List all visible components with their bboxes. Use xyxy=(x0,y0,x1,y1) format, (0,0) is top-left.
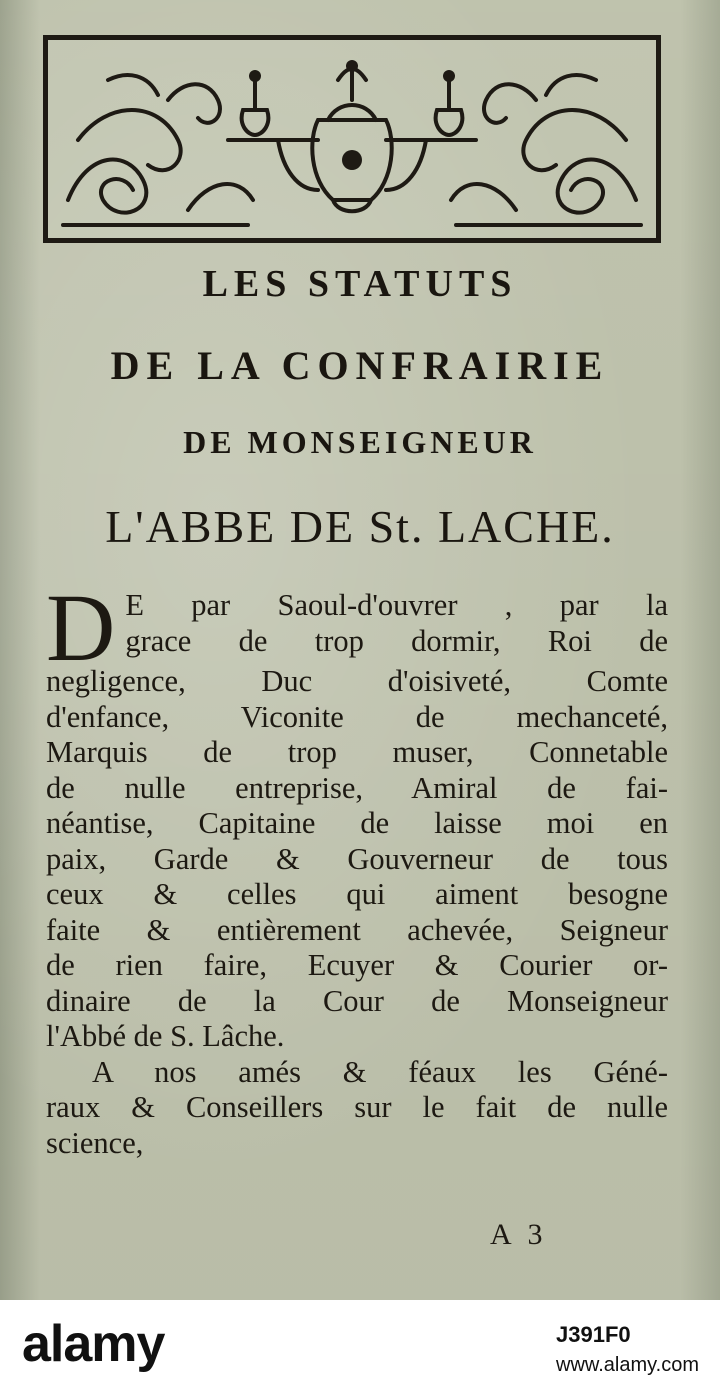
body-text xyxy=(46,574,668,1161)
text-line: dinaire de la Cour de Monseigneur xyxy=(46,983,668,1018)
title-line-2: DE LA CONFRAIRIE xyxy=(110,343,610,388)
text-line: paix, Garde & Gouverneur de tous xyxy=(46,841,668,876)
text-line: science, xyxy=(46,1125,144,1160)
watermark-image-id: J391F0 xyxy=(556,1322,631,1347)
title-line-3: DE MONSEIGNEUR xyxy=(183,424,537,460)
watermark-site: www.alamy.com xyxy=(556,1354,699,1376)
text-line: l'Abbé de S. Lâche. xyxy=(46,1019,285,1053)
ornament-scrollwork-icon xyxy=(48,40,656,238)
text-line: faite & entièrement achevée, Seigneur xyxy=(46,912,668,947)
text-line: d'enfance, Viconite de mechanceté, xyxy=(46,699,668,734)
text-line: A nos amés & féaux les Géné- xyxy=(92,1054,668,1089)
title-line-4: L'ABBE DE St. LACHE. xyxy=(105,501,615,552)
title-line-1: LES STATUTS xyxy=(202,263,518,305)
text-line: negligence, Duc d'oisiveté, Comte xyxy=(46,664,668,698)
watermark-logo: alamy xyxy=(22,1315,165,1373)
signature-mark: A 3 xyxy=(490,1218,548,1251)
ornamental-headpiece xyxy=(43,35,661,243)
text-line: Marquis de trop muser, Connetable xyxy=(46,735,668,769)
text-line: de rien faire, Ecuyer & Courier or- xyxy=(46,948,668,982)
drop-cap: D xyxy=(46,574,116,681)
text-line: néantise, Capitaine de laisse moi en xyxy=(46,806,668,840)
text-line: raux & Conseillers sur le fait de nulle xyxy=(46,1090,668,1124)
text-line: ceux & celles qui aiment besogne xyxy=(46,877,668,911)
text-line: grace de trop dormir, Roi de xyxy=(125,623,668,658)
text-line: de nulle entreprise, Amiral de fai- xyxy=(46,770,668,805)
text-line: E par Saoul-d'ouvrer , par la xyxy=(125,588,668,622)
